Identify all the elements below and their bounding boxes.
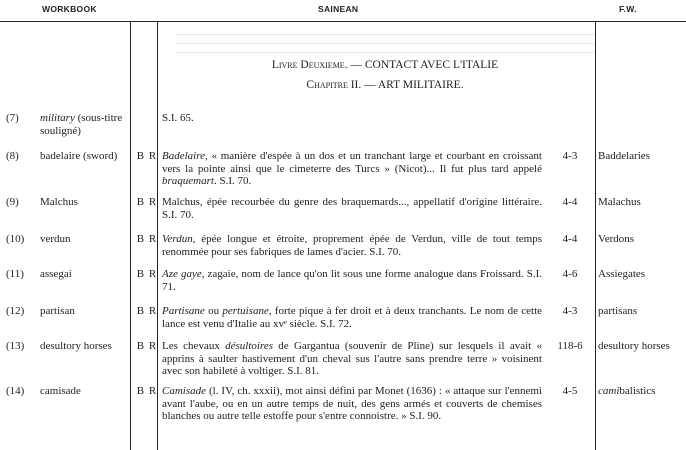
entry-term <box>40 268 134 281</box>
entry-text-segment: , forte pique à fer droit et à deux tranchants. Le nom de cette lance est venu d'Italie au xvᵉ siècle. S.I. 72. <box>162 305 543 330</box>
entry-page-ref: 118-6 <box>557 340 583 352</box>
entry-source: B R <box>136 305 158 317</box>
entry-term-word: partisan <box>40 305 75 317</box>
entry-term-word: badelaire (sword) <box>40 150 118 162</box>
entry-fw-rest: balistics <box>619 385 656 397</box>
entry-term <box>40 340 134 353</box>
entry-page-ref: 4-5 <box>562 385 578 397</box>
entry-fw-italic: cami <box>598 385 620 397</box>
entry-term <box>40 150 134 163</box>
bleed-through-line <box>175 43 595 44</box>
entry-fw-word: Baddelaries <box>598 150 650 162</box>
entry-term-word: military <box>40 112 75 124</box>
entry-text-segment: , « manière d'espée à un dos et un tranchant large et courbant en croissant vers la pointe ainsi que le cimeterre des Turcs » (Nicot)... Il fut plus tard appelé <box>162 150 542 175</box>
chapter-title: — ART MILITAIRE. <box>361 79 464 91</box>
entry-fw-word: desultory horses <box>598 340 670 352</box>
entry-number: (10) <box>6 233 25 245</box>
header-fw: F.W. <box>619 4 637 14</box>
entry-text-segment: (l. IV, ch. xxxii), mot ainsi défini par Monet (1636) : « attaque sur l'ennemi avant l'aube, ou en un autre temps de nuit, des gens armés et couverts de chemises blanches ou autre telle estoffe pour s'entre connoistre. » S.I. 90. <box>162 385 542 423</box>
entry-text-segment: Aze gaye <box>162 268 202 280</box>
entry-text-segment: S.I. 65. <box>162 112 194 124</box>
entry-term-word: verdun <box>40 233 71 245</box>
entry-text <box>162 268 542 293</box>
entry-page-ref: 4-6 <box>562 268 578 280</box>
entry-text-segment: Malchus, épée recourbée du genre des braquemards..., appellatif d'origine littéraire. S.I. 70. <box>162 196 542 221</box>
entry-number: (12) <box>6 305 25 317</box>
entry-text <box>162 305 542 330</box>
entry-term-word: desultory horses <box>40 340 112 352</box>
entry-fw-word <box>598 385 684 398</box>
entry-source: B R <box>136 150 158 162</box>
header-workbook: WORKBOOK <box>42 4 97 14</box>
chapter-heading <box>175 79 595 91</box>
header-rule <box>0 21 686 22</box>
entry-term-word: assegai <box>40 268 72 280</box>
entry-text <box>162 112 542 125</box>
entry-source: B R <box>136 385 158 397</box>
entry-fw-word: partisans <box>598 305 638 317</box>
entry-source: B R <box>136 340 158 352</box>
entry-term-word: Malchus <box>40 196 78 208</box>
chapter-label: Chapitre II. <box>306 79 362 91</box>
entry-term <box>40 385 134 398</box>
book-heading <box>175 59 595 71</box>
entry-fw-word: Assiegates <box>598 268 646 280</box>
entry-page-ref: 4-3 <box>562 150 578 162</box>
entry-page-ref: 4-3 <box>562 305 578 317</box>
entry-term <box>40 305 134 318</box>
entry-number: (9) <box>6 196 19 208</box>
entry-text-segment: de Gargantua (souvenir de Pline) sur lesquels il avait « apprins à saulter hastivement d'un cheval sus l'autre sans prendre terre » voisinent avec son habileté à voltiger. S.I. 81. <box>162 340 542 378</box>
entry-text-segment: Partisane <box>162 305 205 317</box>
entry-text-segment: Verdun <box>162 233 193 245</box>
entry-text <box>162 233 542 258</box>
entry-text-segment: Camisade <box>162 385 206 397</box>
entry-text-segment: pertuisane <box>222 305 269 317</box>
entry-text <box>162 340 542 378</box>
entry-text-segment: Badelaire <box>162 150 205 162</box>
column-divider <box>595 22 596 450</box>
entry-number: (14) <box>6 385 25 397</box>
header-sainean: SAINEAN <box>318 4 359 14</box>
entry-term <box>40 196 134 209</box>
entry-page-ref: 4-4 <box>562 233 578 245</box>
entry-text-segment: ou <box>204 305 223 317</box>
entry-number: (8) <box>6 150 19 162</box>
entry-text <box>162 196 542 221</box>
entry-source: B R <box>136 268 158 280</box>
entry-number: (13) <box>6 340 25 352</box>
entry-text-segment: , zagaie, nom de lance qu'on lit sous une forme analogue dans Froissard. S.I. 71. <box>162 268 542 293</box>
entry-source: B R <box>136 233 158 245</box>
bleed-through-line <box>175 52 595 53</box>
entry-fw-word: Verdons <box>598 233 635 245</box>
entry-text <box>162 385 542 423</box>
entry-term-note: (sous-titre souligné) <box>40 112 123 137</box>
entry-term <box>40 233 134 246</box>
entry-text-segment: désultoires <box>225 340 273 352</box>
entry-fw-word: Malachus <box>598 196 641 208</box>
entry-text-segment: Les chevaux <box>162 340 226 352</box>
book-title: — CONTACT AVEC L'ITALIE <box>347 59 499 71</box>
entry-term <box>40 112 134 137</box>
entry-number: (7) <box>6 112 19 124</box>
entry-text-segment: braquemart <box>162 175 214 188</box>
entry-page-ref: 4-4 <box>562 196 578 208</box>
entry-text-segment: . S.I. 70. <box>213 175 252 188</box>
entry-term-word: camisade <box>40 385 81 397</box>
entry-source: B R <box>136 196 158 208</box>
entry-text <box>162 150 542 188</box>
bleed-through-line <box>175 34 595 35</box>
entry-text-segment: , épée longue et étroite, proprement épée de Verdun, ville de tout temps renommée pour ses fabriques de lames d'acier. S.I. 70. <box>162 233 542 258</box>
entry-number: (11) <box>6 268 24 280</box>
book-label: Livre Deuxieme. <box>271 59 348 71</box>
